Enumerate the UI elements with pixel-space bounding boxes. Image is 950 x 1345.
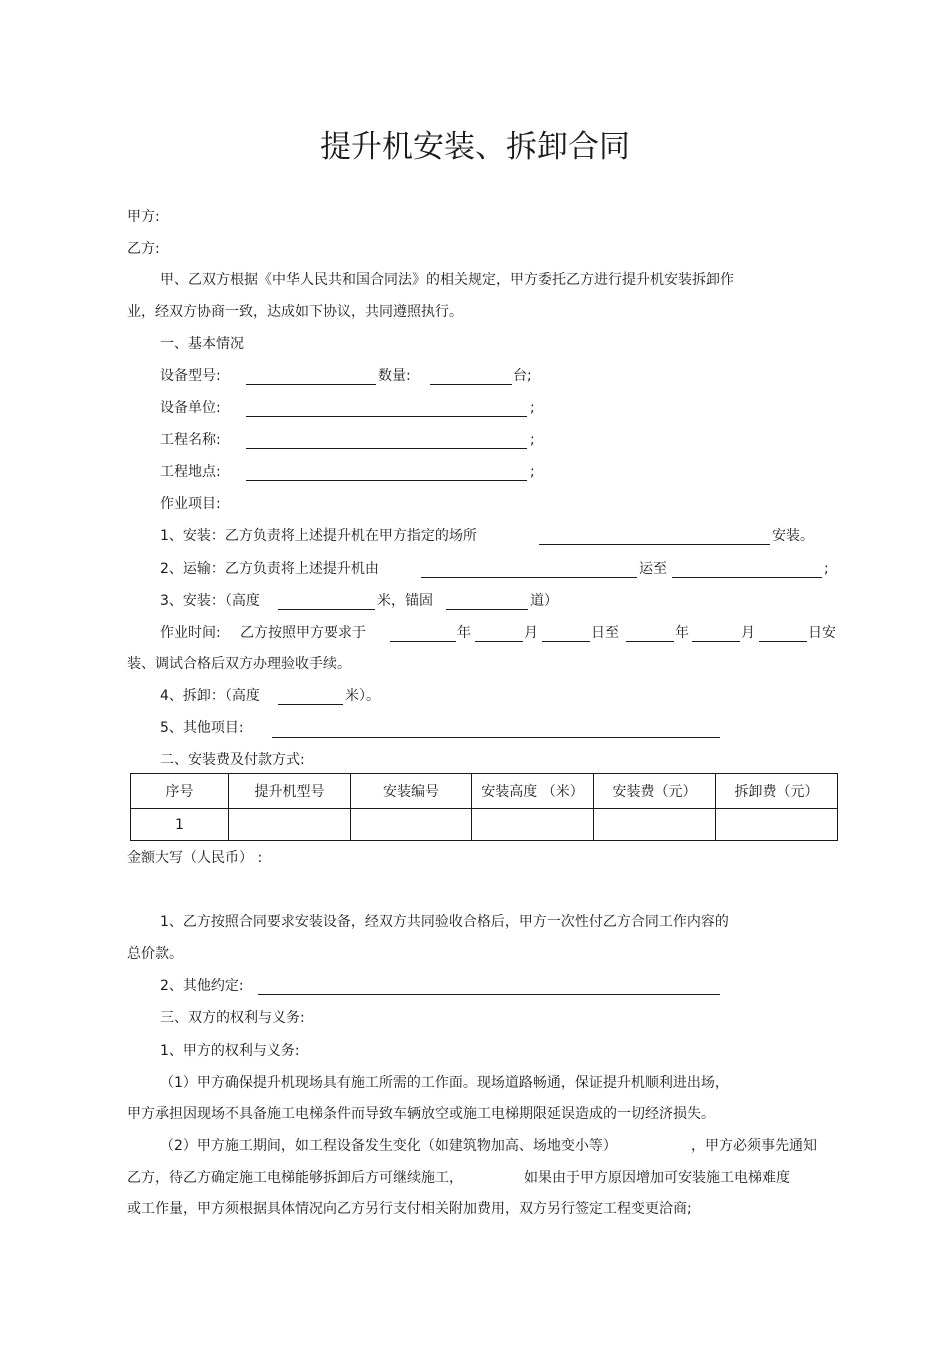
end-year-line[interactable]: [626, 641, 674, 642]
table-header-cell: 序号: [131, 774, 229, 809]
start-month-label: 月: [524, 625, 538, 641]
item-2-mid: 运至: [639, 561, 667, 577]
quantity-field-line[interactable]: [430, 384, 512, 385]
end-month-label: 月: [741, 625, 755, 641]
table-row: [131, 809, 838, 841]
table-header-cell: 拆卸费（元）: [716, 774, 838, 809]
table-header-cell: 安装高度 （米）: [472, 774, 594, 809]
table-cell[interactable]: [351, 809, 472, 841]
start-month-line[interactable]: [475, 641, 523, 642]
start-year-label: 年: [457, 625, 471, 641]
item-2-prefix: 2、运输：乙方负责将上述提升机由: [160, 561, 379, 577]
item-2-semicolon: ;: [824, 561, 829, 577]
item-1-prefix: 1、安装：乙方负责将上述提升机在甲方指定的场所: [160, 528, 477, 544]
time-text: 乙方按照甲方要求于: [240, 625, 366, 641]
end-day-line[interactable]: [759, 641, 807, 642]
unit-field-line[interactable]: [246, 416, 527, 417]
end-month-line[interactable]: [692, 641, 740, 642]
item-2-from-line[interactable]: [421, 577, 637, 578]
party-a-label: 甲方:: [127, 209, 160, 225]
clause-2-line-2b: 如果由于甲方原因增加可安装施工电梯难度: [524, 1170, 790, 1186]
item-3-mid: 米，锚固: [377, 593, 433, 609]
model-label: 设备型号:: [160, 368, 221, 384]
project-name-label: 工程名称:: [160, 432, 221, 448]
other-agreement-label: 2、其他约定:: [160, 978, 244, 994]
item-1-suffix: 安装。: [772, 528, 814, 544]
item-3-suffix: 道）: [530, 593, 558, 609]
project-site-label: 工程地点:: [160, 464, 221, 480]
item-3-anchor-line[interactable]: [446, 609, 528, 610]
item-5-label: 5、其他项目:: [160, 720, 244, 736]
project-site-field-line[interactable]: [246, 480, 527, 481]
work-items-label: 作业项目:: [160, 496, 221, 512]
section-1-heading: 一、基本情况: [160, 336, 244, 352]
clause-2-line-1a: （2）甲方施工期间，如工程设备发生变化（如建筑物加高、场地变小等）: [160, 1138, 617, 1154]
amount-label: 金额大写（人民币） :: [127, 850, 263, 866]
item-4-height-line[interactable]: [278, 704, 343, 705]
quantity-unit: 台;: [513, 368, 532, 384]
table-header-cell: 安装费（元）: [594, 774, 716, 809]
project-name-semicolon: ;: [530, 432, 535, 448]
item-4-prefix: 4、拆卸：（高度: [160, 688, 260, 704]
item-2-to-line[interactable]: [672, 577, 822, 578]
item-1-field-line[interactable]: [539, 544, 770, 545]
table-header-cell: 提升机型号: [229, 774, 351, 809]
clause-1-line-2: 甲方承担因现场不具备施工电梯条件而导致车辆放空或施工电梯期限延误造成的一切经济损失。: [127, 1106, 715, 1122]
section-2-heading: 二、安装费及付款方式:: [160, 752, 305, 768]
project-site-semicolon: ;: [530, 464, 535, 480]
clause-2-line-2a: 乙方，待乙方确定施工电梯能够拆卸后方可继续施工，: [127, 1170, 463, 1186]
day-to-label: 日至: [591, 625, 619, 641]
payment-1-line-2: 总价款。: [127, 946, 183, 962]
section-3-sub-1: 1、甲方的权利与义务:: [160, 1043, 300, 1059]
table-cell[interactable]: [472, 809, 594, 841]
other-agreement-line[interactable]: [258, 994, 720, 995]
fee-table: [130, 773, 838, 841]
table-cell[interactable]: [594, 809, 716, 841]
start-year-line[interactable]: [390, 641, 456, 642]
start-day-line[interactable]: [542, 641, 590, 642]
table-cell[interactable]: [229, 809, 351, 841]
intro-line-2: 业，经双方协商一致，达成如下协议，共同遵照执行。: [127, 304, 463, 320]
time-label: 作业时间:: [160, 625, 221, 641]
day-an-label: 日安: [808, 625, 836, 641]
table-cell[interactable]: 1: [131, 809, 229, 841]
fee-table-header-row: [131, 774, 838, 809]
item-3-prefix: 3、安装：（高度: [160, 593, 260, 609]
model-field-line[interactable]: [246, 384, 376, 385]
item-3-height-line[interactable]: [278, 609, 375, 610]
clause-2-line-1b: ，甲方必须事先通知: [691, 1138, 817, 1154]
document-title: 提升机安装、拆卸合同: [320, 129, 630, 165]
party-b-label: 乙方:: [127, 241, 160, 257]
project-name-field-line[interactable]: [246, 448, 527, 449]
intro-line-1: 甲、乙双方根据《中华人民共和国合同法》的相关规定，甲方委托乙方进行提升机安装拆卸作: [160, 272, 734, 288]
item-4-suffix: 米）。: [345, 688, 380, 704]
table-cell[interactable]: [716, 809, 838, 841]
section-3-heading: 三、双方的权利与义务:: [160, 1010, 305, 1026]
payment-1-line-1: 1、乙方按照合同要求安装设备，经双方共同验收合格后，甲方一次性付乙方合同工作内容的: [160, 914, 729, 930]
quantity-label: 数量:: [378, 368, 411, 384]
unit-label: 设备单位:: [160, 400, 221, 416]
clause-1-line-1: （1）甲方确保提升机现场具有施工所需的工作面。现场道路畅通，保证提升机顺利进出场，: [160, 1075, 729, 1091]
unit-semicolon: ;: [530, 400, 535, 416]
item-5-field-line[interactable]: [272, 737, 720, 738]
time-line-2: 装、调试合格后双方办理验收手续。: [127, 656, 351, 672]
end-year-label: 年: [675, 625, 689, 641]
table-header-cell: 安装编号: [351, 774, 472, 809]
clause-2-line-3: 或工作量，甲方须根据具体情况向乙方另行支付相关附加费用，双方另行签定工程变更洽商;: [127, 1201, 692, 1217]
